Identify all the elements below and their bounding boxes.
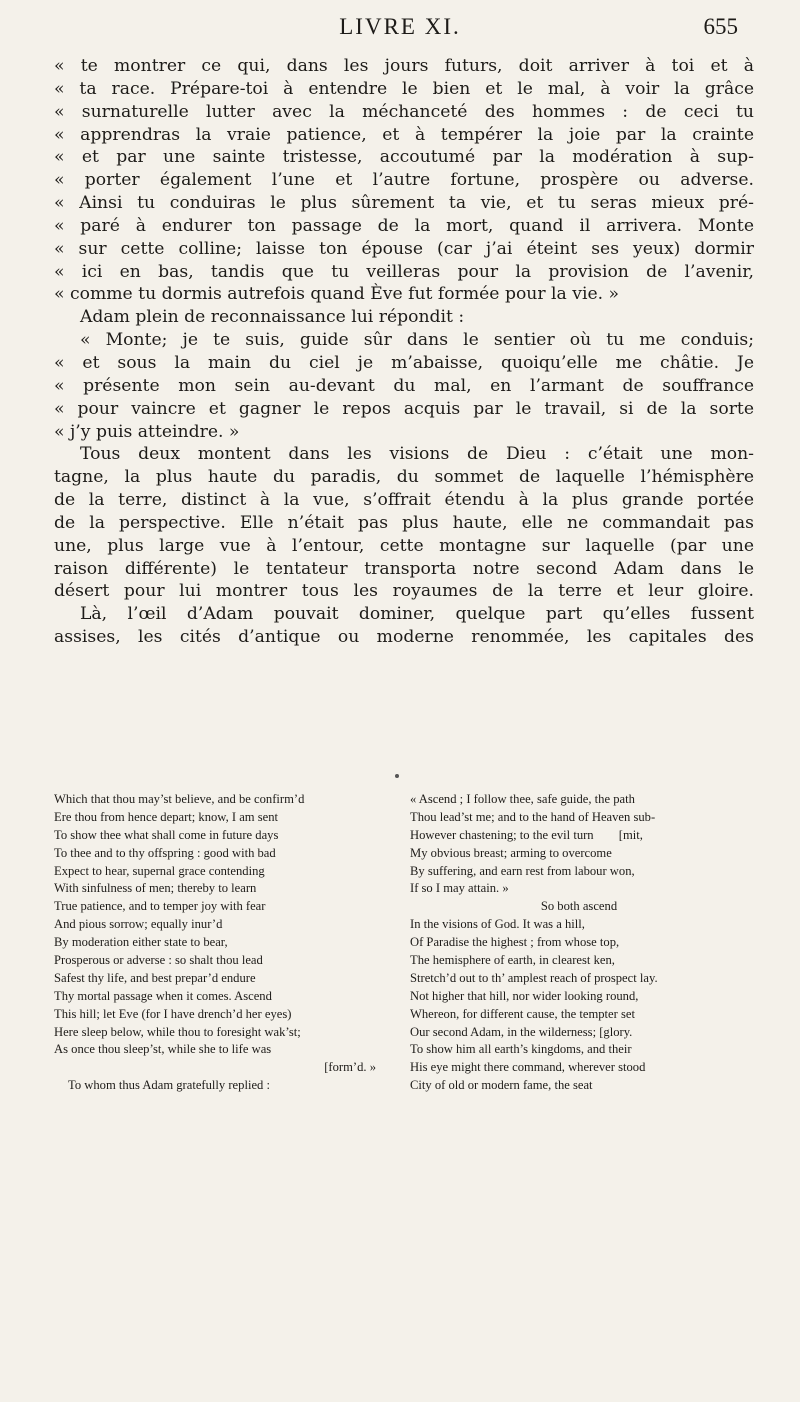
separator-dot (395, 774, 399, 778)
french-line: raison différente) le tentateur transporta notre second Adam dans le (54, 558, 754, 579)
verse-line: This hill; let Eve (for I have drench’d her eyes) (54, 1006, 292, 1021)
verse-line: My obvious breast; arming to overcome (410, 845, 612, 860)
english-original-left-column (54, 791, 388, 1095)
verse-line: By moderation either state to bear, (54, 935, 228, 950)
french-line: « paré à endurer ton passage de la mort, quand il arrivera. Monte (54, 215, 754, 236)
verse-line: The hemisphere of earth, in clearest ken, (410, 953, 615, 968)
verse-line: Whereon, for different cause, the tempter set (410, 1006, 635, 1021)
french-line: de la perspective. Elle n’était pas plus haute, elle ne commandait pas (54, 512, 754, 533)
french-translation (54, 55, 754, 649)
french-line: « surnaturelle lutter avec la méchanceté des hommes : de ceci tu (54, 101, 754, 122)
verse-line: Not higher that hill, nor wider looking round, (410, 988, 639, 1003)
verse-line: Our second Adam, in the wilderness; [glory. (410, 1024, 633, 1039)
french-line: « présente mon sein au-devant du mal, en l’armant de souffrance (54, 375, 754, 396)
verse-line: With sinfulness of men; thereby to learn (54, 881, 257, 896)
french-line: « te montrer ce qui, dans les jours futurs, doit arriver à toi et à (54, 56, 754, 76)
verse-line: To show thee what shall come in future days (54, 827, 279, 842)
verse-line: As once thou sleep’st, while she to life was (54, 1042, 272, 1057)
french-line: tagne, la plus haute du paradis, du sommet de laquelle l’hémisphère (54, 467, 754, 488)
french-line: « et sous la main du ciel je m’abaisse, quoiqu’elle me châtie. Je (54, 352, 754, 373)
page-number: 655 (703, 14, 738, 39)
french-line: « porter également l’une et l’autre fortune, prospère ou adverse. (54, 170, 754, 191)
french-line: Là, l’œil d’Adam pouvait dominer, quelque part qu’elles fussent (80, 604, 754, 625)
verse-line: To whom thus Adam gratefully replied : (68, 1078, 270, 1093)
verse-line: Ere thou from hence depart; know, I am sent (54, 809, 279, 824)
french-line: « et par une sainte tristesse, accoutumé par la modération à sup- (54, 147, 754, 168)
verse-line: Which that thou may’st believe, and be confirm’d (54, 792, 305, 806)
verse-line: If so I may attain. » (410, 881, 509, 896)
verse-line: To show him all earth’s kingdoms, and their (410, 1042, 632, 1057)
verse-line: Stretch’d out to th’ amplest reach of prospect lay. (410, 970, 658, 985)
french-line: désert pour lui montrer tous les royaumes de la terre et leur gloire. (54, 581, 754, 602)
french-line: « apprendras la vraie patience, et à tempérer la joie par la crainte (54, 124, 754, 145)
french-line: « Ainsi tu conduiras le plus sûrement ta vie, et tu seras mieux pré- (54, 193, 754, 214)
verse-line: Thy mortal passage when it comes. Ascend (54, 988, 272, 1003)
verse-line: In the visions of God. It was a hill, (410, 917, 585, 932)
french-line: assises, les cités d’antique ou moderne renommée, les capitales des (54, 627, 754, 648)
verse-line: « Ascend ; I follow thee, safe guide, the path (410, 792, 635, 806)
french-line: « Monte; je te suis, guide sûr dans le sentier où tu me conduis; (80, 330, 754, 351)
verse-line: To thee and to thy offspring : good with bad (54, 845, 276, 860)
verse-line: Of Paradise the highest ; from whose top, (410, 935, 620, 950)
verse-line: Thou lead’st me; and to the hand of Heaven sub- (410, 809, 656, 824)
verse-line: His eye might there command, wherever stood (410, 1060, 646, 1075)
verse-line: City of old or modern fame, the seat (410, 1078, 593, 1093)
french-line: « sur cette colline; laisse ton épouse (car j’ai éteint ses yeux) dormir (54, 238, 754, 259)
verse-line: Here sleep below, while thou to foresight wak’st; (54, 1024, 301, 1039)
french-line: Tous deux montent dans les visions de Dieu : c’était une mon- (80, 444, 754, 465)
french-line: de la terre, distinct à la vue, s’offrait étendu à la plus grande portée (54, 490, 754, 511)
running-title: LIVRE XI. (339, 14, 461, 39)
french-line: « comme tu dormis autrefois quand Ève fut formée pour la vie. » (54, 284, 620, 305)
french-line: « pour vaincre et gagner le repos acquis par le travail, si de la sorte (54, 398, 754, 419)
verse-line: [form’d. » (324, 1060, 376, 1075)
french-line: Adam plein de reconnaissance lui répondit : (80, 307, 465, 328)
french-line: « j’y puis atteindre. » (54, 421, 240, 442)
french-line: « ta race. Prépare-toi à entendre le bien et le mal, à voir la grâce (54, 78, 754, 99)
french-line: « ici en bas, tandis que tu veilleras pour la provision de l’avenir, (54, 261, 754, 282)
verse-line: Expect to hear, supernal grace contending (54, 863, 265, 878)
english-original-right-column (410, 791, 748, 1095)
french-line: une, plus large vue à l’entour, cette montagne sur laquelle (par une (54, 535, 754, 556)
verse-line: By suffering, and earn rest from labour won, (410, 863, 635, 878)
verse-line: Safest thy life, and best prepar’d endure (54, 970, 256, 985)
verse-line: So both ascend (540, 899, 618, 914)
verse-line: Prosperous or adverse : so shalt thou lead (54, 953, 263, 968)
verse-line: True patience, and to temper joy with fear (54, 899, 266, 914)
page-header (60, 8, 740, 48)
verse-line: However chastening; to the evil turn [mit, (410, 827, 643, 842)
verse-line: And pious sorrow; equally inur’d (54, 917, 223, 932)
